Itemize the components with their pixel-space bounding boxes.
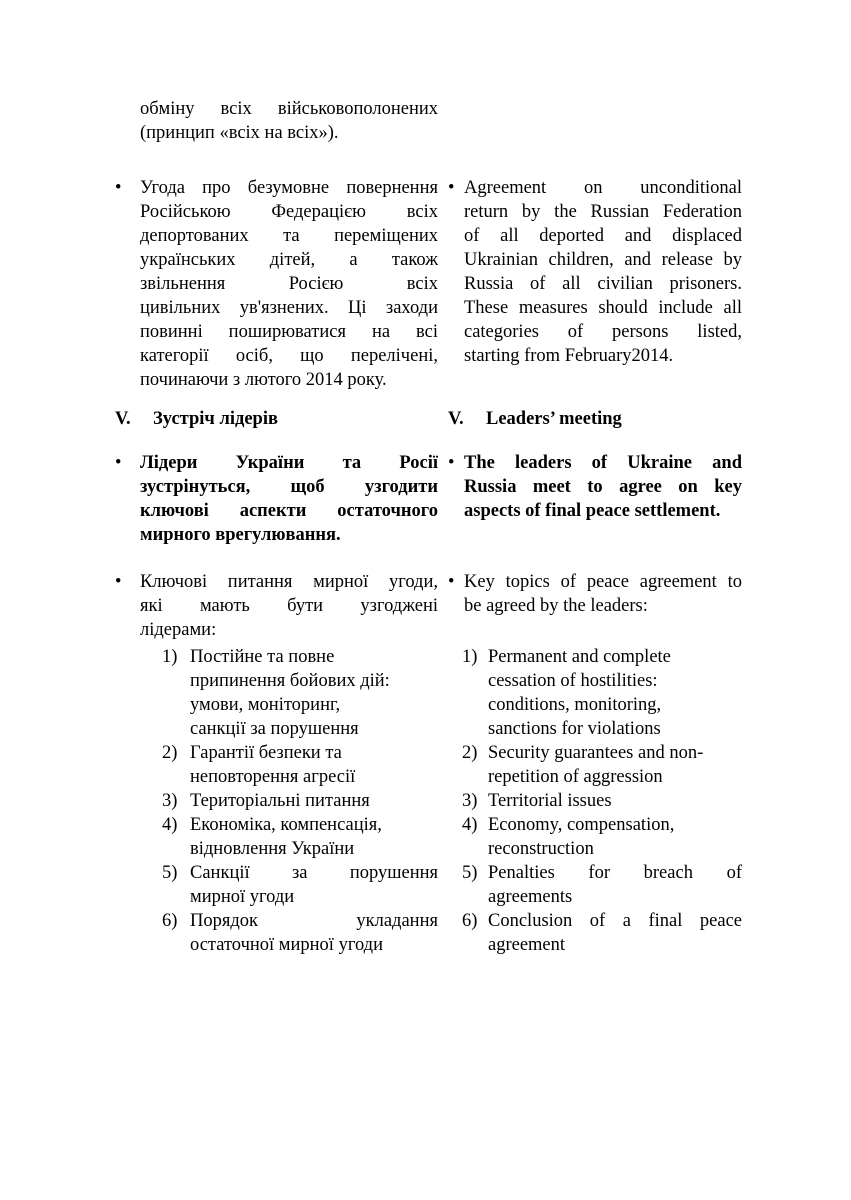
text-line: ключові аспекти остаточного — [140, 501, 438, 521]
text-line: Penalties for breach of — [488, 863, 742, 883]
column-ukrainian — [115, 97, 438, 957]
list-number: 6) — [162, 911, 178, 931]
text-line: Санкції за порушення — [190, 863, 438, 883]
leaders-meeting-paragraph-en — [448, 451, 742, 523]
key-topics-list-en — [462, 645, 742, 957]
text-line: депортованих та переміщених — [140, 226, 438, 246]
text-line: Conclusion of a final peace — [488, 911, 742, 931]
text-line: санкції за порушення — [190, 719, 359, 739]
leaders-meeting-paragraph-uk — [115, 451, 438, 547]
text-line: відновлення України — [190, 839, 355, 859]
text-line: starting from February2014. — [464, 346, 674, 366]
list-item — [462, 789, 742, 813]
list-item-text — [190, 789, 438, 813]
list-item-text — [190, 645, 438, 741]
text-line: зустрінуться, щоб узгодити — [140, 477, 438, 497]
continuation-paragraph — [115, 97, 438, 145]
list-item-text — [190, 861, 438, 909]
text-line: return by the Russian Federation — [464, 202, 742, 222]
list-item-text — [488, 861, 742, 909]
list-number: 3) — [162, 791, 178, 811]
text-line: Security guarantees and non- — [488, 743, 704, 763]
section-number: V. — [448, 409, 464, 429]
text-line: Territorial issues — [488, 791, 612, 811]
key-topics-list-uk — [162, 645, 438, 957]
text-line: українських дітей, а також — [140, 250, 438, 270]
column-english — [448, 97, 742, 957]
list-number: 1) — [162, 647, 178, 667]
list-number: 5) — [162, 863, 178, 883]
bullet-marker: • — [115, 572, 122, 592]
section-heading-en — [448, 407, 742, 431]
text-line: (принцип «всіх на всіх»). — [140, 123, 339, 143]
key-topics-intro-en — [448, 570, 742, 618]
agreement-children-paragraph-en — [448, 176, 742, 368]
list-item — [162, 789, 438, 813]
text-line: мирної угоди — [190, 887, 295, 907]
list-item — [162, 861, 438, 909]
list-number: 4) — [162, 815, 178, 835]
list-item — [162, 909, 438, 957]
list-item — [462, 813, 742, 861]
text-line: припинення бойових дій: — [190, 671, 390, 691]
bullet-marker: • — [115, 178, 122, 198]
text-line: Economy, compensation, — [488, 815, 675, 835]
list-item — [462, 909, 742, 957]
list-item-text — [190, 909, 438, 957]
section-title: Leaders’ meeting — [486, 409, 622, 429]
text-line: остаточної мирної угоди — [190, 935, 383, 955]
text-line: be agreed by the leaders: — [464, 596, 648, 616]
text-line: of all deported and displaced — [464, 226, 742, 246]
text-line: Ключові питання мирної угоди, — [140, 572, 438, 592]
text-line: Russia meet to agree on key — [464, 477, 742, 497]
text-line: These measures should include all — [464, 298, 742, 318]
section-heading-uk — [115, 407, 438, 431]
list-item-text — [488, 909, 742, 957]
list-number: 2) — [462, 743, 478, 763]
list-item-text — [488, 813, 742, 861]
text-line: категорії осіб, що перелічені, — [140, 346, 438, 366]
text-line: Лідери України та Росії — [140, 453, 438, 473]
text-line: sanctions for violations — [488, 719, 661, 739]
list-item-text — [488, 645, 742, 741]
text-line: Порядок укладання — [190, 911, 438, 931]
text-line: Угода про безумовне повернення — [140, 178, 438, 198]
text-line: лідерами: — [140, 620, 217, 640]
list-number: 2) — [162, 743, 178, 763]
text-line: cessation of hostilities: — [488, 671, 658, 691]
list-item — [162, 813, 438, 861]
bullet-marker: • — [115, 453, 122, 473]
text-line: неповторення агресії — [190, 767, 356, 787]
document-content — [115, 97, 742, 957]
text-line: Економіка, компенсація, — [190, 815, 382, 835]
text-line: Російською Федерацією всіх — [140, 202, 438, 222]
bullet-marker: • — [448, 453, 455, 473]
agreement-children-paragraph-uk — [115, 176, 438, 392]
text-line: Постійне та повне — [190, 647, 335, 667]
text-line: обміну всіх військовополонених — [140, 99, 438, 119]
text-line: повинні поширюватися на всі — [140, 322, 438, 342]
list-number: 4) — [462, 815, 478, 835]
list-item-text — [488, 789, 742, 813]
list-number: 6) — [462, 911, 478, 931]
text-line: Гарантії безпеки та — [190, 743, 342, 763]
section-title: Зустріч лідерів — [153, 409, 278, 429]
text-line: The leaders of Ukraine and — [464, 453, 742, 473]
bullet-marker: • — [448, 178, 455, 198]
text-line: agreement — [488, 935, 566, 955]
text-line: Agreement on unconditional — [464, 178, 742, 198]
list-item — [162, 645, 438, 741]
list-item — [462, 741, 742, 789]
text-line: умови, моніторинг, — [190, 695, 341, 715]
bullet-marker: • — [448, 572, 455, 592]
text-line: reconstruction — [488, 839, 594, 859]
list-number: 3) — [462, 791, 478, 811]
text-line: Russia of all civilian prisoners. — [464, 274, 742, 294]
text-line: звільнення Росією всіх — [140, 274, 438, 294]
text-line: repetition of aggression — [488, 767, 663, 787]
key-topics-intro-uk — [115, 570, 438, 642]
list-item-text — [190, 813, 438, 861]
list-item-text — [488, 741, 742, 789]
section-number: V. — [115, 409, 131, 429]
list-number: 5) — [462, 863, 478, 883]
text-line: aspects of final peace settlement. — [464, 501, 721, 521]
text-line: мирного врегулювання. — [140, 525, 341, 545]
text-line: цивільних ув'язнених. Ці заходи — [140, 298, 438, 318]
text-line: Територіальні питання — [190, 791, 370, 811]
text-line: починаючи з лютого 2014 року. — [140, 370, 387, 390]
list-number: 1) — [462, 647, 478, 667]
text-line: Ukrainian children, and release by — [464, 250, 742, 270]
text-line: conditions, monitoring, — [488, 695, 662, 715]
text-line: Key topics of peace agreement to — [464, 572, 742, 592]
list-item-text — [190, 741, 438, 789]
list-item — [462, 645, 742, 741]
text-line: categories of persons listed, — [464, 322, 742, 342]
text-line: agreements — [488, 887, 573, 907]
list-item — [162, 741, 438, 789]
text-line: які мають бути узгоджені — [140, 596, 438, 616]
text-line: Permanent and complete — [488, 647, 671, 667]
list-item — [462, 861, 742, 909]
